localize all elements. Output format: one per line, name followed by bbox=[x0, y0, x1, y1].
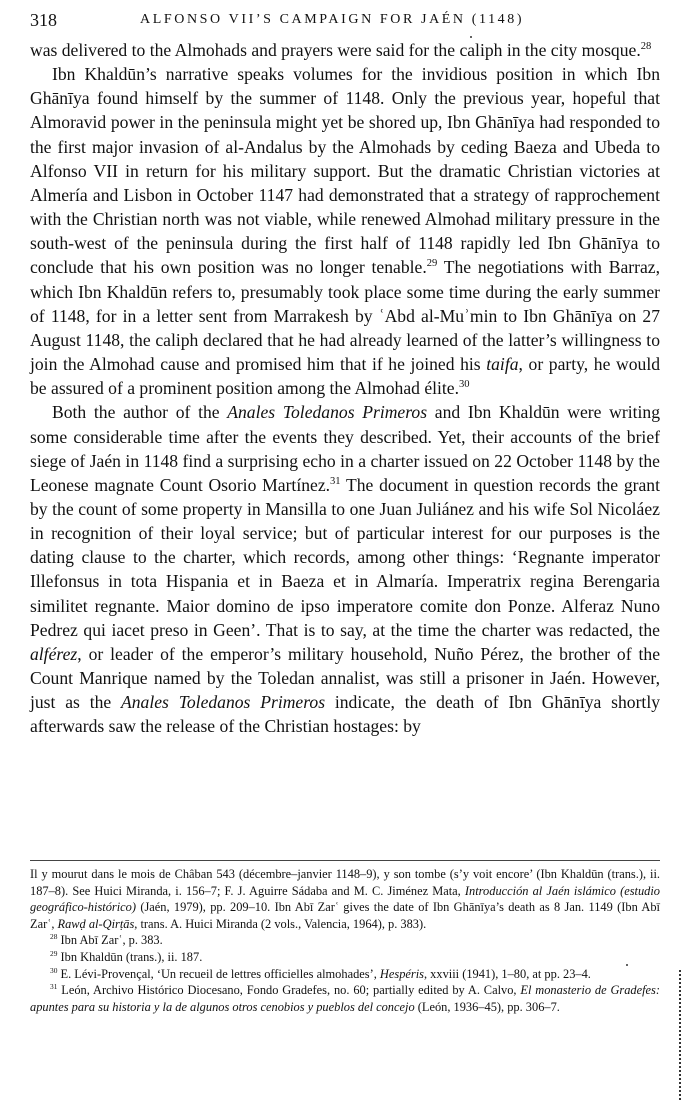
footnote-number: 29 bbox=[50, 949, 58, 959]
paragraph-1 bbox=[30, 38, 660, 62]
footnote-28 bbox=[30, 932, 660, 949]
italic-title: Anales Toledanos Primeros bbox=[227, 402, 428, 423]
text-run: (León, 1936–45), pp. 306–7. bbox=[414, 999, 560, 1014]
footnote-30 bbox=[30, 966, 660, 983]
scan-speck bbox=[470, 36, 472, 38]
text-run: , or leader of the emperor’s military household, Nuño Pérez, the brother of the Count Manrique named by the Toledan annalist, was still a prisoner in Jaén. However, just as the bbox=[30, 643, 660, 713]
text-run: León, Archivo Histórico Diocesano, Fondo Gradefes, no. 60; partially edited by A. Calvo, bbox=[57, 983, 521, 998]
text-run: indicate, the death of Ibn Ghānīya shortly afterwards saw the release of the Christian hostages: by bbox=[30, 692, 661, 737]
footnote-ref-28: 28 bbox=[640, 41, 652, 53]
footnote-ref-31: 31 bbox=[330, 475, 341, 487]
italic-title: Rawḍ al-Qirṭās bbox=[57, 916, 135, 931]
italic-title: El monasterio de Gradefes: apuntes para su historia y la de algunos otros cenobios y pueblos del concejo bbox=[30, 983, 660, 1014]
text-run: Ibn Khaldūn (trans.), ii. 187. bbox=[57, 949, 203, 964]
italic-title: Introducción al Jaén islámico (estudio geográfico-histórico) bbox=[30, 883, 660, 915]
italic-title: Anales Toledanos Primeros bbox=[121, 692, 326, 713]
italic-title: Hespéris bbox=[379, 966, 424, 981]
page-number: 318 bbox=[30, 10, 57, 30]
text-run: The document in question records the grant by the count of some property in Mansilla to one Juan Juliánez and his wife Sol Nicoláez in recognition of their loyal service; but of particular interest for our purposes is the dating clause to the charter, which records, among other things: ‘Regnante imperator Illefonsus in tota Hispania et in Baeza et in Almaría. Imperatrix regina Berengaria similitet regnante. Maior domino de ipso imperatore comite don Ponze. Alferaz Nuno Pedrez qui iacet preso in Geen’. That is to say, at the time the charter was redacted, the bbox=[30, 474, 660, 640]
scan-margin-mark bbox=[679, 970, 683, 1100]
scan-speck bbox=[626, 964, 628, 966]
text-run: Both the author of the bbox=[52, 402, 228, 423]
footnotes bbox=[30, 866, 660, 1015]
footnote-ref-30: 30 bbox=[459, 379, 470, 391]
text-run: , or party, he would be assured of a prominent position among the Almohad élite. bbox=[30, 354, 660, 399]
text-run: (Jaén, 1979), pp. 209–10. Ibn Abī Zarʿ gives the date of Ibn Ghānīya’s death as 8 Jan. 1149 (Ibn Abī Zarʿ, bbox=[30, 900, 660, 931]
footnote-number: 30 bbox=[50, 965, 58, 975]
text-run: , xxviii (1941), 1–80, at pp. 23–4. bbox=[423, 966, 591, 981]
text-run: and Ibn Khaldūn were writing some considerable time after the events they described. Yet, their accounts of the brief siege of Jaén in 1148 find a surprising echo in a charter issued on 22 October 1148 by the Leonese magnate Count Osorio Martínez. bbox=[30, 402, 660, 495]
main-text bbox=[30, 38, 660, 739]
page-header bbox=[30, 8, 660, 34]
italic-term: alférez bbox=[30, 643, 78, 664]
text-run: The negotiations with Barraz, which Ibn Khaldūn refers to, presumably took place some time during the early summer of 1148, for in a letter sent from Marrakesh by ʿAbd al-Muʾmin to Ibn Ghānīya on 27 August 1148, the caliph declared that he had already learned of the latter’s willingness to join the Almohad cause and promised him that if he joined his bbox=[30, 257, 661, 375]
footnote-divider bbox=[30, 860, 660, 861]
footnote-31 bbox=[30, 982, 660, 1015]
paragraph-2 bbox=[30, 62, 660, 400]
text-run: was delivered to the Almohads and prayers were said for the caliph in the city mosque. bbox=[30, 40, 641, 60]
text-run: Ibn Khaldūn’s narrative speaks volumes for the invidious position in which Ibn Ghānīya found himself by the summer of 1148. Only the previous year, hopeful that Almoravid power in the peninsula might yet be shored up, Ibn Ghānīya had responded to the first major invasion of al-Andalus by the Almohads by ceding Baeza and Ubeda to Alfonso VII in return for his military support. But the dramatic Christian victories at Almería and Lisbon in October 1147 had demonstrated that a strategy of rapprochement with the Christian north was not viable, while renewed Almohad military pressure in the south-west of the peninsula during the first half of 1148 rapidly led Ibn Ghānīya to conclude that his own position was no longer tenable. bbox=[30, 64, 660, 278]
text-run: Ibn Abī Zarʿ, p. 383. bbox=[57, 933, 163, 948]
footnote-29 bbox=[30, 949, 660, 966]
footnote-ref-29: 29 bbox=[426, 258, 438, 270]
text-run: , trans. A. Huici Miranda (2 vols., Valencia, 1964), p. 383). bbox=[134, 916, 427, 931]
text-run: Il y mourut dans le mois de Châban 543 (décembre–janvier 1148–9), y son tombe (s’y voit encore’ (Ibn Khaldūn (trans.), ii. 187–8). See Huici Miranda, i. 156–7; F. J. Aguirre Sádaba and M. C. Jiménez Mata, bbox=[30, 867, 660, 898]
footnote-continuation bbox=[30, 866, 660, 932]
running-head: ALFONSO VII’S CAMPAIGN FOR JAÉN (1148) bbox=[140, 12, 525, 27]
text-run: E. Lévi-Provençal, ‘Un recueil de lettres officielles almohades’, bbox=[57, 966, 380, 981]
paragraph-3 bbox=[30, 400, 660, 738]
footnote-number: 31 bbox=[50, 982, 58, 992]
italic-term: taifa bbox=[486, 354, 519, 375]
footnote-number: 28 bbox=[50, 932, 58, 942]
